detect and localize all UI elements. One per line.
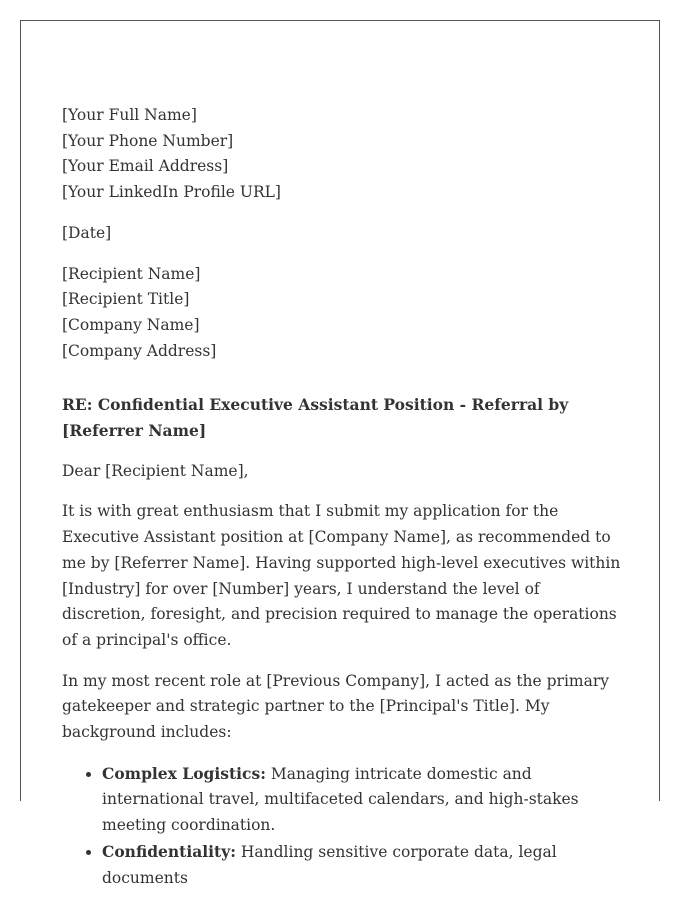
list-item-text: Managing intricate domestic and international travel, multifaceted calendars, and high-stakes meeting coordination.	[102, 764, 579, 835]
recipient-address: [Company Address]	[62, 341, 217, 360]
sender-phone: [Your Phone Number]	[62, 131, 234, 150]
list-item-label: Complex Logistics:	[102, 763, 266, 783]
recipient-name: [Recipient Name]	[62, 264, 201, 283]
salutation: Dear [Recipient Name],	[62, 461, 249, 480]
recipient-company: [Company Name]	[62, 315, 200, 334]
skills-list	[62, 761, 622, 892]
subject-line: RE: Confidential Executive Assistant Position - Referral by [Referrer Name]	[62, 395, 569, 441]
sender-block	[62, 103, 622, 206]
date-block	[62, 221, 622, 247]
body-paragraph-1: It is with great enthusiasm that I submit my application for the Executive Assistant position at [Company Name], as recommended to me by [Referrer Name]. Having supported high-level executives within [Industry] for over [Number] years, I understand the level of discretion, foresight, and precision required to manage the operations of a principal's office.	[62, 502, 621, 649]
sender-email: [Your Email Address]	[62, 157, 229, 176]
body-paragraph-2: In my most recent role at [Previous Company], I acted as the primary gatekeeper and strategic partner to the [Principal's Title]. My background includes:	[62, 671, 610, 742]
recipient-title: [Recipient Title]	[62, 290, 190, 309]
list-item	[102, 761, 622, 839]
list-item	[102, 839, 622, 891]
sender-name: [Your Full Name]	[62, 106, 197, 124]
letter-page	[20, 20, 660, 887]
recipient-block	[62, 262, 622, 365]
sender-linkedin: [Your LinkedIn Profile URL]	[62, 183, 281, 202]
list-item-label: Confidentiality:	[102, 841, 236, 861]
letter-content	[62, 103, 622, 891]
letter-date: [Date]	[62, 223, 112, 242]
list-item-text: Handling sensitive corporate data, legal documents	[102, 842, 557, 887]
